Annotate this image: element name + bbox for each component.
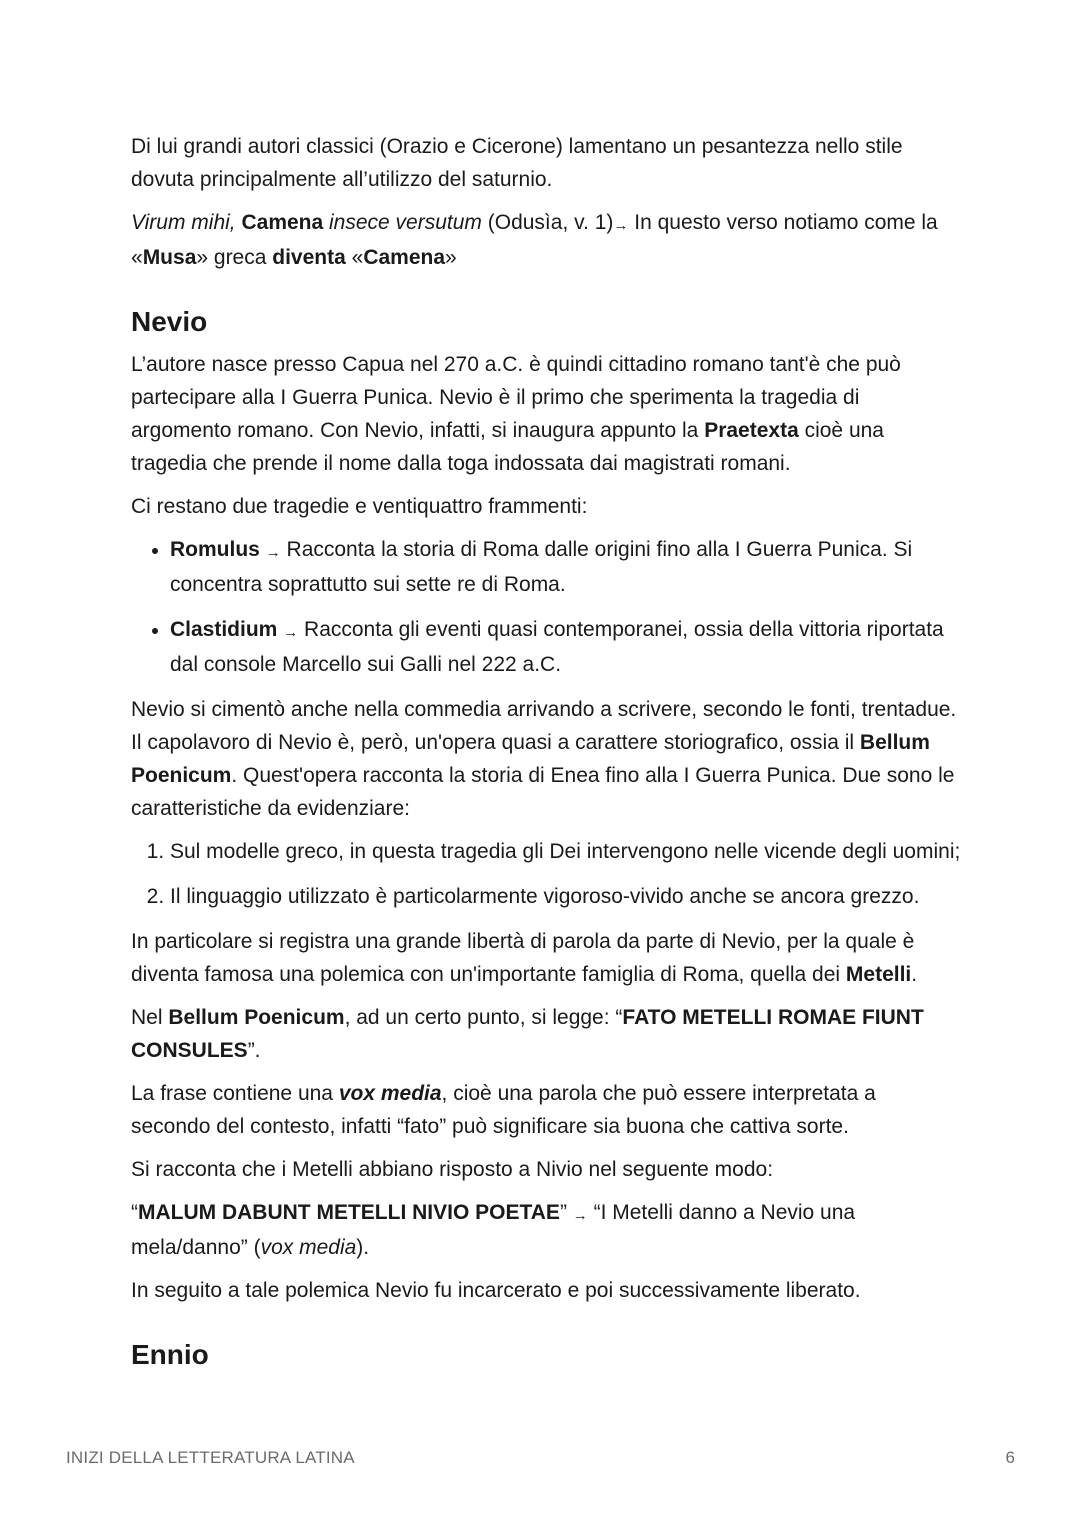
quote-malum-dabunt: MALUM DABUNT METELLI NIVIO POETAE bbox=[138, 1201, 560, 1224]
paragraph-malum-dabunt bbox=[131, 1196, 961, 1264]
list-item-text: Racconta gli eventi quasi contemporanei, ossia della vittoria riportata dal console Marcello sui Galli nel 222 a.C. bbox=[170, 618, 944, 676]
liberta-text-2: . bbox=[911, 963, 918, 986]
paragraph-liberta bbox=[131, 925, 961, 991]
paragraph-risposta: Si racconta che i Metelli abbiano risposto a Nivio nel seguente modo: bbox=[131, 1158, 774, 1181]
verse-text-4: » bbox=[445, 246, 457, 269]
paragraph-saturnio: Di lui grandi autori classici (Orazio e Cicerone) lamentano un pesantezza nello stile dovuta principalmente all’utilizzo del saturnio. bbox=[131, 135, 903, 191]
word-camena: Camena bbox=[363, 246, 446, 269]
word-musa: Musa bbox=[142, 246, 197, 269]
list-item-title: Clastidium bbox=[170, 618, 278, 641]
paragraph-nevio-intro bbox=[131, 348, 961, 480]
right-arrow-icon: → bbox=[613, 217, 629, 234]
footer-page-number: 6 bbox=[1005, 1448, 1015, 1467]
malum-text-1: “ bbox=[131, 1201, 138, 1224]
word-diventa: diventa bbox=[272, 246, 346, 269]
malum-text-3: “I Metelli danno a Nevio una mela/danno” ( bbox=[131, 1201, 856, 1259]
word-metelli: Metelli bbox=[845, 963, 912, 986]
verse-text-2: » greca bbox=[196, 246, 273, 269]
list-item-modello-greco: 1. Sul modelle greco, in questa tragedia gli Dei intervengono nelle vicende degli uomini; bbox=[170, 835, 961, 868]
verse-source: (Odusìa, v. 1) bbox=[481, 211, 614, 234]
word-praetexta: Praetexta bbox=[704, 419, 799, 442]
paragraph-tragedie: Ci restano due tragedie e ventiquattro frammenti: bbox=[131, 495, 588, 518]
fato-text-1: Nel bbox=[131, 1006, 169, 1029]
commedia-text-1: Nevio si cimentò anche nella commedia arrivando a scrivere, secondo le fonti, trentadue. Il capolavoro di Nevio è, però, un'opera quasi a carattere storiografico, ossia il bbox=[131, 698, 957, 754]
liberta-text-1: In particolare si registra una grande libertà di parola da parte di Nevio, per la quale è diventa famosa una polemica con un'importante famiglia di Roma, quella dei bbox=[131, 930, 915, 986]
word-bellum-poenicum: Bellum Poenicum bbox=[168, 1006, 345, 1029]
fato-text-3: ”. bbox=[247, 1039, 261, 1062]
list-item-linguaggio: 2. Il linguaggio utilizzato è particolarmente vigoroso-vivido anche se ancora grezzo. bbox=[170, 880, 961, 913]
page-content bbox=[131, 130, 961, 1381]
paragraph-commedia bbox=[131, 693, 961, 825]
list-item-text: Racconta la storia di Roma dalle origini fino alla I Guerra Punica. Si concentra soprattutto sui sette re di Roma. bbox=[170, 538, 913, 596]
list-item-romulus bbox=[170, 533, 961, 601]
fato-text-2: , ad un certo punto, si legge: “ bbox=[344, 1006, 623, 1029]
right-arrow-icon: → bbox=[283, 624, 299, 641]
verse-bold-camena: Camena bbox=[241, 211, 324, 234]
verse-italic-2: insece versutum bbox=[323, 211, 482, 234]
heading-nevio: Nevio bbox=[131, 306, 208, 337]
paragraph-incarcerato: In seguito a tale polemica Nevio fu incarcerato e poi successivamente liberato. bbox=[131, 1279, 861, 1302]
verse-text-3: « bbox=[345, 246, 364, 269]
tragedie-list bbox=[131, 533, 961, 681]
footer-document-title: INIZI DELLA LETTERATURA LATINA bbox=[66, 1448, 355, 1467]
list-item-title: Romulus bbox=[170, 538, 260, 561]
vox-text-2: , cioè una parola che può essere interpretata a secondo del contesto, infatti “fato” può significare sia buona che cattiva sorte. bbox=[131, 1082, 876, 1138]
paragraph-vox-media bbox=[131, 1077, 961, 1143]
nevio-intro-text-1: L’autore nasce presso Capua nel 270 a.C. è quindi cittadino romano tant'è che può partecipare alla I Guerra Punica. Nevio è il primo che sperimenta la tragedia di argomento romano. Con Nevio, infatti, si inaugura appunto la bbox=[131, 353, 901, 442]
commedia-text-2: . Quest'opera racconta la storia di Enea fino alla I Guerra Punica. Due sono le caratteristiche da evidenziare: bbox=[131, 764, 955, 820]
verse-text-1: In questo verso notiamo come la « bbox=[131, 211, 938, 269]
word-bellum-poenicum: Bellum Poenicum bbox=[131, 731, 930, 787]
paragraph-fato-metelli bbox=[131, 1001, 961, 1067]
vox-text-1: La frase contiene una bbox=[131, 1082, 339, 1105]
heading-ennio: Ennio bbox=[131, 1339, 209, 1370]
verse-italic-1: Virum mihi, bbox=[131, 211, 242, 234]
list-item-clastidium bbox=[170, 613, 961, 681]
malum-text-2: ” bbox=[559, 1201, 573, 1224]
right-arrow-icon: → bbox=[572, 1207, 588, 1224]
right-arrow-icon: → bbox=[265, 544, 281, 561]
paragraph-camena-verse bbox=[131, 206, 961, 274]
quote-fato-metelli: FATO METELLI ROMAE FIUNT CONSULES bbox=[131, 1006, 924, 1062]
word-vox-media-italic: vox media bbox=[260, 1236, 357, 1259]
caratteristiche-list bbox=[131, 835, 961, 913]
malum-text-4: ). bbox=[356, 1236, 370, 1259]
word-vox-media: vox media bbox=[338, 1082, 442, 1105]
nevio-intro-text-2: cioè una tragedia che prende il nome dalla toga indossata dai magistrati romani. bbox=[131, 419, 884, 475]
